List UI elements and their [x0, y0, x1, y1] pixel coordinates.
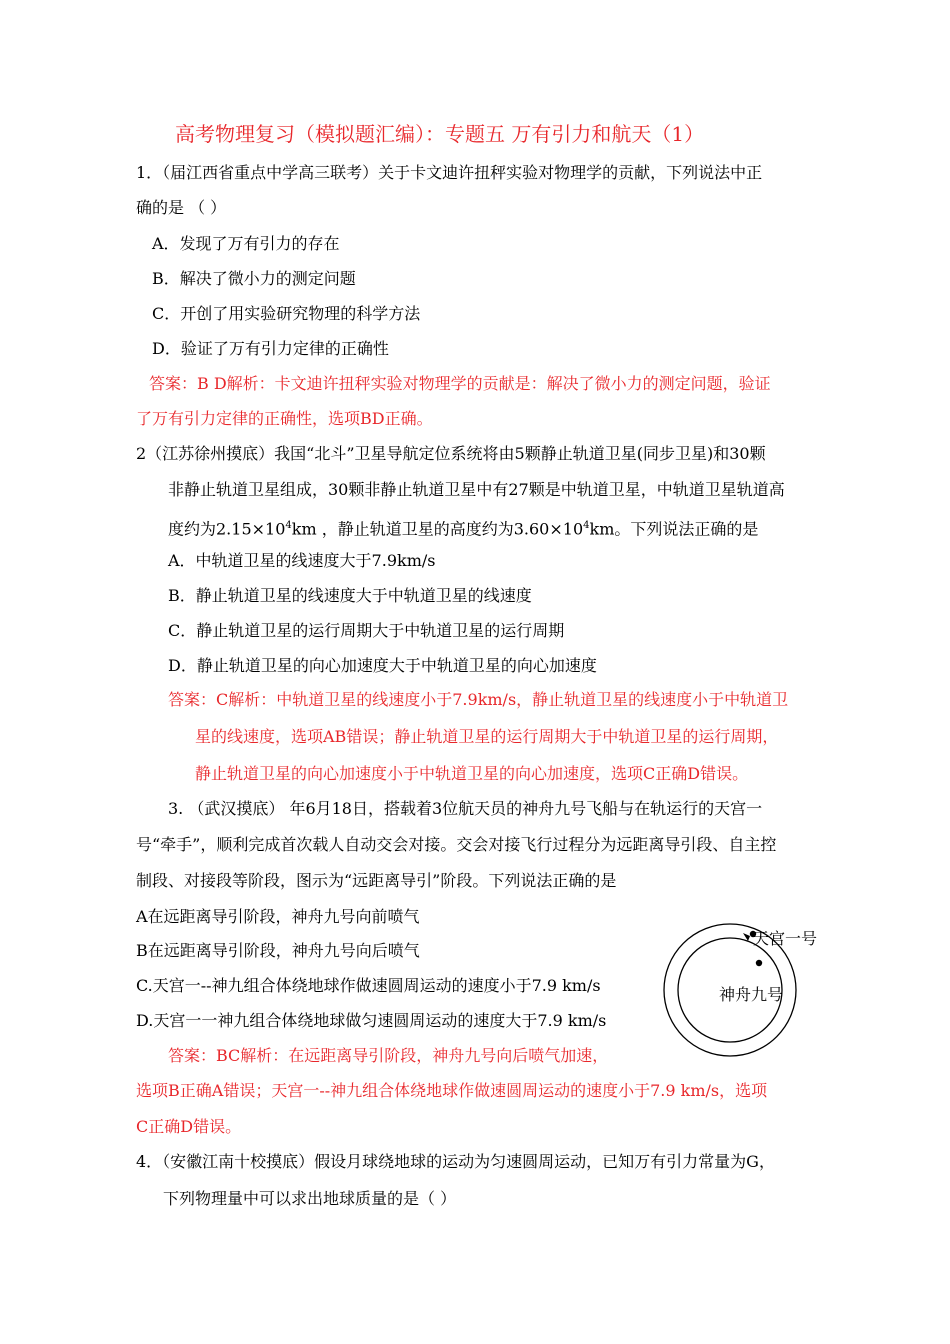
q3-stem-line-3: 制段、对接段等阶段，图示为“远距离导引”阶段。下列说法正确的是: [136, 871, 617, 890]
q2-stem-line-3-part-b: km ，静止轨道卫星的高度约为3.60×10: [291, 519, 584, 539]
shenzhou-dot: [756, 960, 762, 966]
q1-option-a: A．发现了万有引力的存在: [152, 234, 340, 253]
q2-option-b: B．静止轨道卫星的线速度大于中轨道卫星的线速度: [168, 586, 532, 605]
q3-answer-line-3: C正确D错误。: [136, 1117, 242, 1136]
q3-answer-line-1: 答案：BC解析：在远距离导引阶段，神舟九号向后喷气加速，: [168, 1046, 609, 1065]
q2-answer-line-2: 星的线速度，选项AB错误；静止轨道卫星的运行周期大于中轨道卫星的运行周期，: [195, 727, 779, 746]
q3-option-d: D.天宫一一神九组合体绕地球做匀速圆周运动的速度大于7.9 km/s: [136, 1011, 607, 1030]
q3-stem-line-2: 号“牵手”，顺利完成首次载人自动交会对接。交会对接飞行过程分为远距离导引段、自主控: [136, 835, 777, 854]
q3-stem-line-1: 3. （武汉摸底） 年6月18日，搭载着3位航天员的神舟九号飞船与在轨运行的天宫一: [168, 799, 763, 818]
q1-answer-line-1: 答案：B D解析：卡文迪许扭秤实验对物理学的贡献是：解决了微小力的测定问题，验证: [149, 374, 771, 393]
q3-option-b: B在远距离导引阶段，神舟九号向后喷气: [136, 941, 420, 960]
q3-option-c: C.天宫一--神九组合体绕地球作做速圆周运动的速度小于7.9 km/s: [136, 976, 601, 995]
q2-option-c: C．静止轨道卫星的运行周期大于中轨道卫星的运行周期: [168, 621, 565, 640]
shenzhou-label: 神舟九号: [719, 985, 784, 1004]
q2-stem-line-1: 2（江苏徐州摸底）我国“北斗”卫星导航定位系统将由5颗静止轨道卫星(同步卫星)和30颗: [136, 444, 766, 463]
q4-stem-line-2: 下列物理量中可以求出地球质量的是（ ）: [163, 1189, 457, 1208]
q1-option-c: C．开创了用实验研究物理的科学方法: [152, 304, 421, 323]
q1-option-d: D．验证了万有引力定律的正确性: [152, 339, 389, 358]
q1-stem-line-1: 1．（届江西省重点中学高三联考）关于卡文迪许扭秤实验对物理学的贡献，下列说法中正: [136, 163, 763, 182]
q2-exponent-2: 4: [583, 520, 590, 531]
q1-option-b: B．解决了微小力的测定问题: [152, 269, 356, 288]
q2-stem-line-2: 非静止轨道卫星组成，30颗非静止轨道卫星中有27颗是中轨道卫星，中轨道卫星轨道高: [168, 480, 785, 499]
q2-option-d: D．静止轨道卫星的向心加速度大于中轨道卫星的向心加速度: [168, 656, 597, 675]
tiangong-label: 天宫一号: [753, 929, 818, 948]
q2-exponent-1: 4: [285, 520, 292, 531]
q2-stem-line-3-part-c: km。下列说法正确的是: [589, 519, 759, 539]
q2-option-a: A．中轨道卫星的线速度大于7.9km/s: [168, 551, 436, 570]
document-title: 高考物理复习（模拟题汇编）：专题五 万有引力和航天（1）: [175, 122, 705, 146]
orbit-diagram: [655, 920, 835, 1060]
q3-answer-line-2: 选项B正确A错误；天宫一--神九组合体绕地球作做速圆周运动的速度小于7.9 km/s，选项: [136, 1081, 768, 1100]
q2-stem-line-3: [168, 515, 758, 540]
q2-answer-line-3: 静止轨道卫星的向心加速度小于中轨道卫星的向心加速度，选项C正确D错误。: [195, 764, 749, 783]
q3-option-a: A在远距离导引阶段，神舟九号向前喷气: [136, 907, 420, 926]
q2-stem-line-3-part-a: 度约为2.15×10: [168, 519, 286, 539]
q1-stem-line-2: 确的是 （ ）: [136, 198, 227, 217]
q2-answer-line-1: 答案：C解析：中轨道卫星的线速度小于7.9km/s，静止轨道卫星的线速度小于中轨道卫: [168, 690, 789, 709]
q4-stem-line-1: 4．（安徽江南十校摸底）假设月球绕地球的运动为匀速圆周运动，已知万有引力常量为G，: [136, 1152, 775, 1171]
q1-answer-line-2: 了万有引力定律的正确性，选项BD正确。: [136, 409, 433, 428]
